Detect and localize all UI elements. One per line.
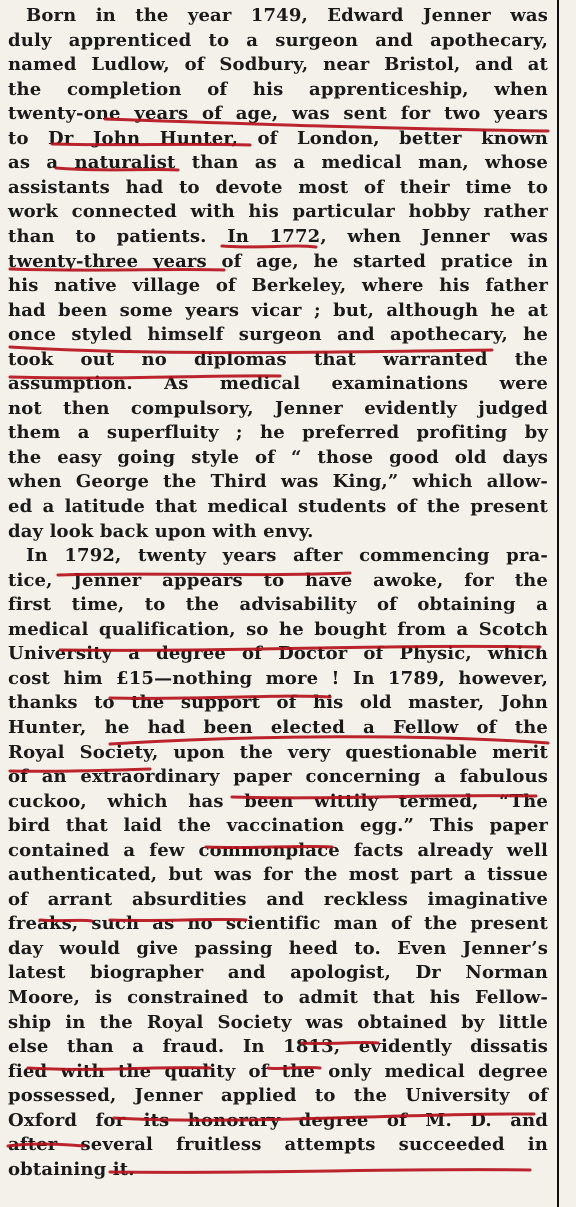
article-line: University a degree of Doctor of Physic, which <box>8 643 548 665</box>
article-line: named Ludlow, of Sodbury, near Bristol, and at <box>8 54 548 76</box>
article-line: obtaining it. <box>8 1158 135 1180</box>
article-line: as a naturalist than as a medical man, whose <box>8 152 548 174</box>
article-line: fied with the quality of the only medical degree <box>8 1060 548 1082</box>
article-line: when George the Third was King,” which allow- <box>8 471 548 493</box>
article-line: latest biographer and apologist, Dr Norman <box>8 962 548 984</box>
article-line: twenty-one years of age, was sent for two years <box>8 103 548 125</box>
article-line: day would give passing heed to. Even Jenner’s <box>8 937 548 959</box>
article-line: ed a latitude that medical students of the present <box>8 496 548 517</box>
article-line: freaks, such as no scientific man of the present <box>8 913 548 935</box>
article-line: medical qualification, so he bought from a Scotch <box>8 618 548 640</box>
article-line: first time, to the advisability of obtaining a <box>8 594 548 616</box>
article-line: In 1792, twenty years after commencing pra- <box>26 545 548 567</box>
article-line: once styled himself surgeon and apothecary, he <box>8 324 548 346</box>
article-line: assistants had to devote most of their time to <box>8 176 548 198</box>
article-line: after several fruitless attempts succeeded in <box>8 1134 548 1156</box>
article-line: Oxford for its honorary degree of M. D. and <box>8 1109 548 1131</box>
article-line: cuckoo, which has been wittily termed, “The <box>8 790 548 812</box>
article-line: of arrant absurdities and reckless imaginative <box>8 888 548 910</box>
article-line: possessed, Jenner applied to the University of <box>8 1085 548 1107</box>
article-line: else than a fraud. In 1813, evidently dissatis <box>8 1036 548 1058</box>
article-line: day look back upon with envy. <box>8 520 314 542</box>
article-line: Hunter, he had been elected a Fellow of the <box>8 716 548 738</box>
article-line: the completion of his apprenticeship, when <box>8 78 548 100</box>
article-line: ship in the Royal Society was obtained by little <box>8 1011 548 1033</box>
article-line: bird that laid the vaccination egg.” This paper <box>8 815 548 837</box>
article-line: the easy going style of “ those good old days <box>8 446 548 468</box>
article-line: authenticated, but was for the most part a tissue <box>8 864 548 886</box>
article-line: contained a few commonplace facts already well <box>8 839 548 861</box>
article-line: duly apprenticed to a surgeon and apothecary, <box>8 29 548 51</box>
article-line: tice, Jenner appears to have awoke, for the <box>8 569 548 591</box>
article-line: his native village of Berkeley, where his father <box>8 275 548 297</box>
article-line: took out no diplomas that warranted the <box>8 348 548 370</box>
article-line: twenty-three years of age, he started pratice in <box>8 250 548 272</box>
article-line: Moore, is constrained to admit that his Fellow- <box>8 987 548 1008</box>
article-line: Royal Society, upon the very questionable merit <box>8 741 548 763</box>
article-line: Born in the year 1749, Edward Jenner was <box>26 5 548 26</box>
article-line: not then compulsory, Jenner evidently judged <box>8 397 548 419</box>
article-line: than to patients. In 1772, when Jenner was <box>8 225 548 247</box>
article-line: of an extraordinary paper concerning a fabulous <box>8 766 548 788</box>
article-line: to Dr John Hunter, of London, better known <box>8 127 548 149</box>
column-rule <box>557 0 559 1207</box>
article-line: them a superfluity ; he preferred profiting by <box>8 422 548 444</box>
article-line: cost him £15—nothing more ! In 1789, however, <box>8 667 548 689</box>
article-line: assumption. As medical examinations were <box>8 373 548 395</box>
article-line: had been some years vicar ; but, although he at <box>8 299 548 321</box>
article-line: thanks to the support of his old master, John <box>8 692 548 714</box>
article-line: work connected with his particular hobby rather <box>8 201 548 223</box>
